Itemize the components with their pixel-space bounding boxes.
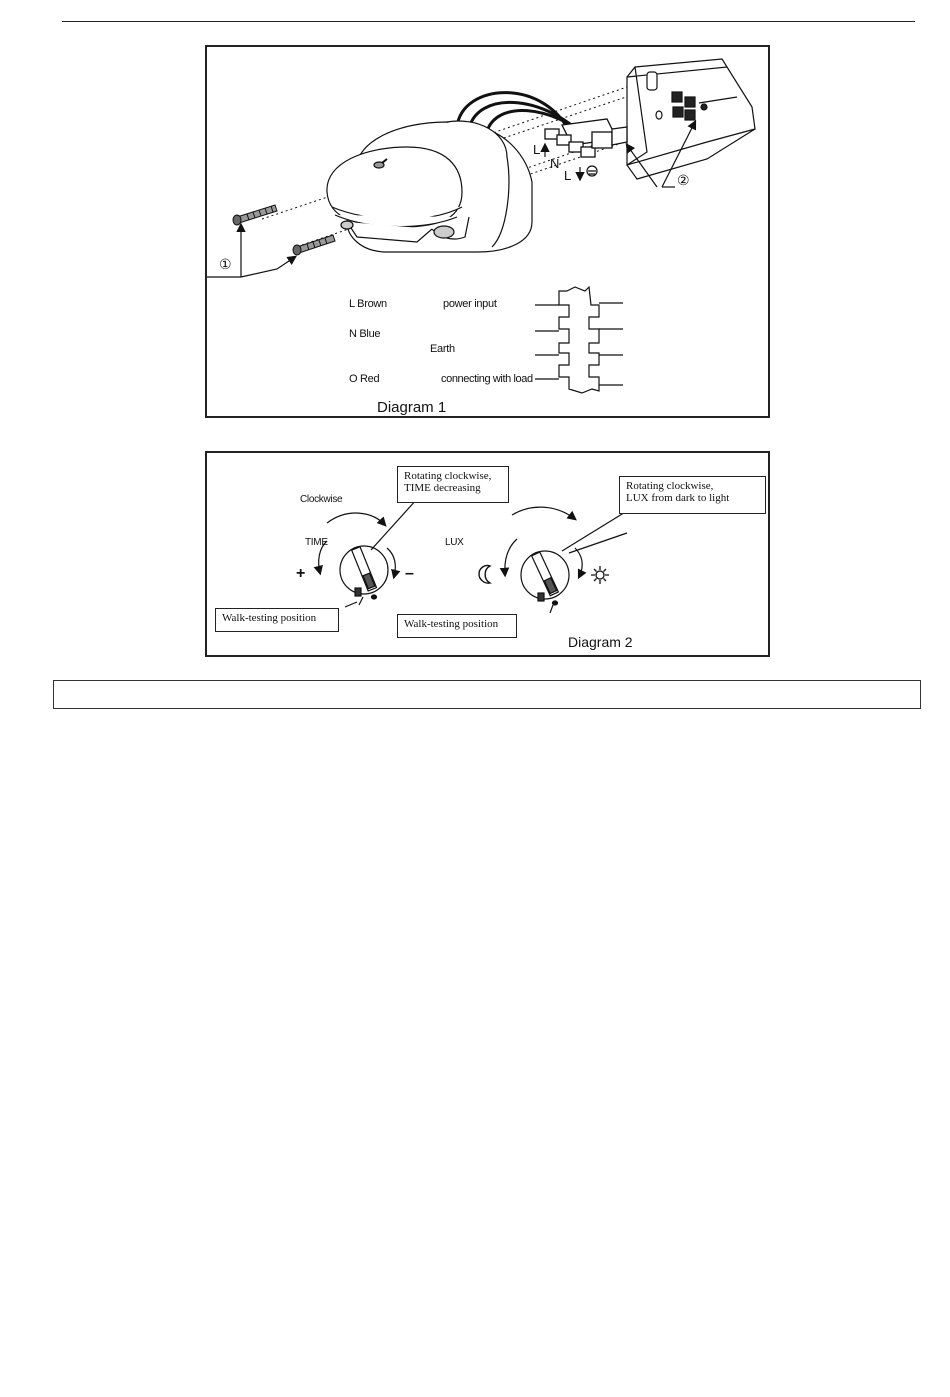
marker-1-label: ① bbox=[219, 256, 232, 272]
terminal-l-top-label: L bbox=[533, 142, 541, 157]
plus-sign: + bbox=[296, 565, 306, 582]
walk-test-callout-lux bbox=[397, 614, 517, 638]
screw-icon bbox=[233, 205, 277, 225]
screw-icon bbox=[293, 235, 335, 255]
walk-test-time-text: Walk-testing position bbox=[222, 612, 317, 624]
minus-sign: – bbox=[405, 565, 414, 582]
lux-label: LUX bbox=[445, 537, 464, 548]
lux-callout-line-2: LUX from dark to light bbox=[626, 492, 730, 504]
diagram-2-caption: Diagram 2 bbox=[568, 634, 633, 650]
legend-desc-earth: Earth bbox=[430, 343, 455, 355]
terminal-schematic bbox=[535, 287, 623, 393]
empty-text-frame bbox=[53, 680, 921, 709]
legend-code-n: N Blue bbox=[349, 328, 381, 340]
time-callout-line-1: Rotating clockwise, bbox=[404, 470, 492, 482]
walk-test-lux-text: Walk-testing position bbox=[404, 618, 499, 630]
legend-code-o: O Red bbox=[349, 373, 380, 385]
legend-desc-load: connecting with load bbox=[441, 373, 533, 385]
time-callout bbox=[397, 466, 509, 503]
clockwise-label: Clockwise bbox=[300, 494, 343, 505]
terminal-n-label: N bbox=[550, 156, 560, 171]
sun-icon bbox=[591, 566, 609, 584]
lux-callout bbox=[619, 476, 766, 514]
diagram-1-panel bbox=[205, 45, 770, 418]
time-callout-line-2: TIME decreasing bbox=[404, 482, 481, 494]
lux-callout-line-1: Rotating clockwise, bbox=[626, 480, 714, 492]
marker-2-label: ② bbox=[677, 172, 690, 188]
mounting-illustration bbox=[207, 47, 772, 420]
diagram-2-panel bbox=[205, 451, 770, 657]
moon-icon bbox=[479, 565, 490, 583]
page-header-rule bbox=[62, 21, 915, 22]
mounting-bracket bbox=[627, 59, 755, 179]
diagram-1-caption: Diagram 1 bbox=[377, 399, 447, 416]
terminal-block bbox=[545, 119, 627, 157]
walk-test-callout-time bbox=[215, 608, 339, 632]
time-label: TIME bbox=[305, 537, 328, 548]
lux-dial bbox=[505, 507, 627, 613]
legend-code-l: L Brown bbox=[349, 298, 387, 310]
legend-desc-power: power input bbox=[443, 298, 497, 310]
terminal-l-bottom-label: L bbox=[564, 168, 572, 183]
earth-symbol-icon bbox=[587, 166, 597, 176]
time-dial bbox=[319, 499, 417, 605]
sensor-housing bbox=[327, 121, 532, 252]
